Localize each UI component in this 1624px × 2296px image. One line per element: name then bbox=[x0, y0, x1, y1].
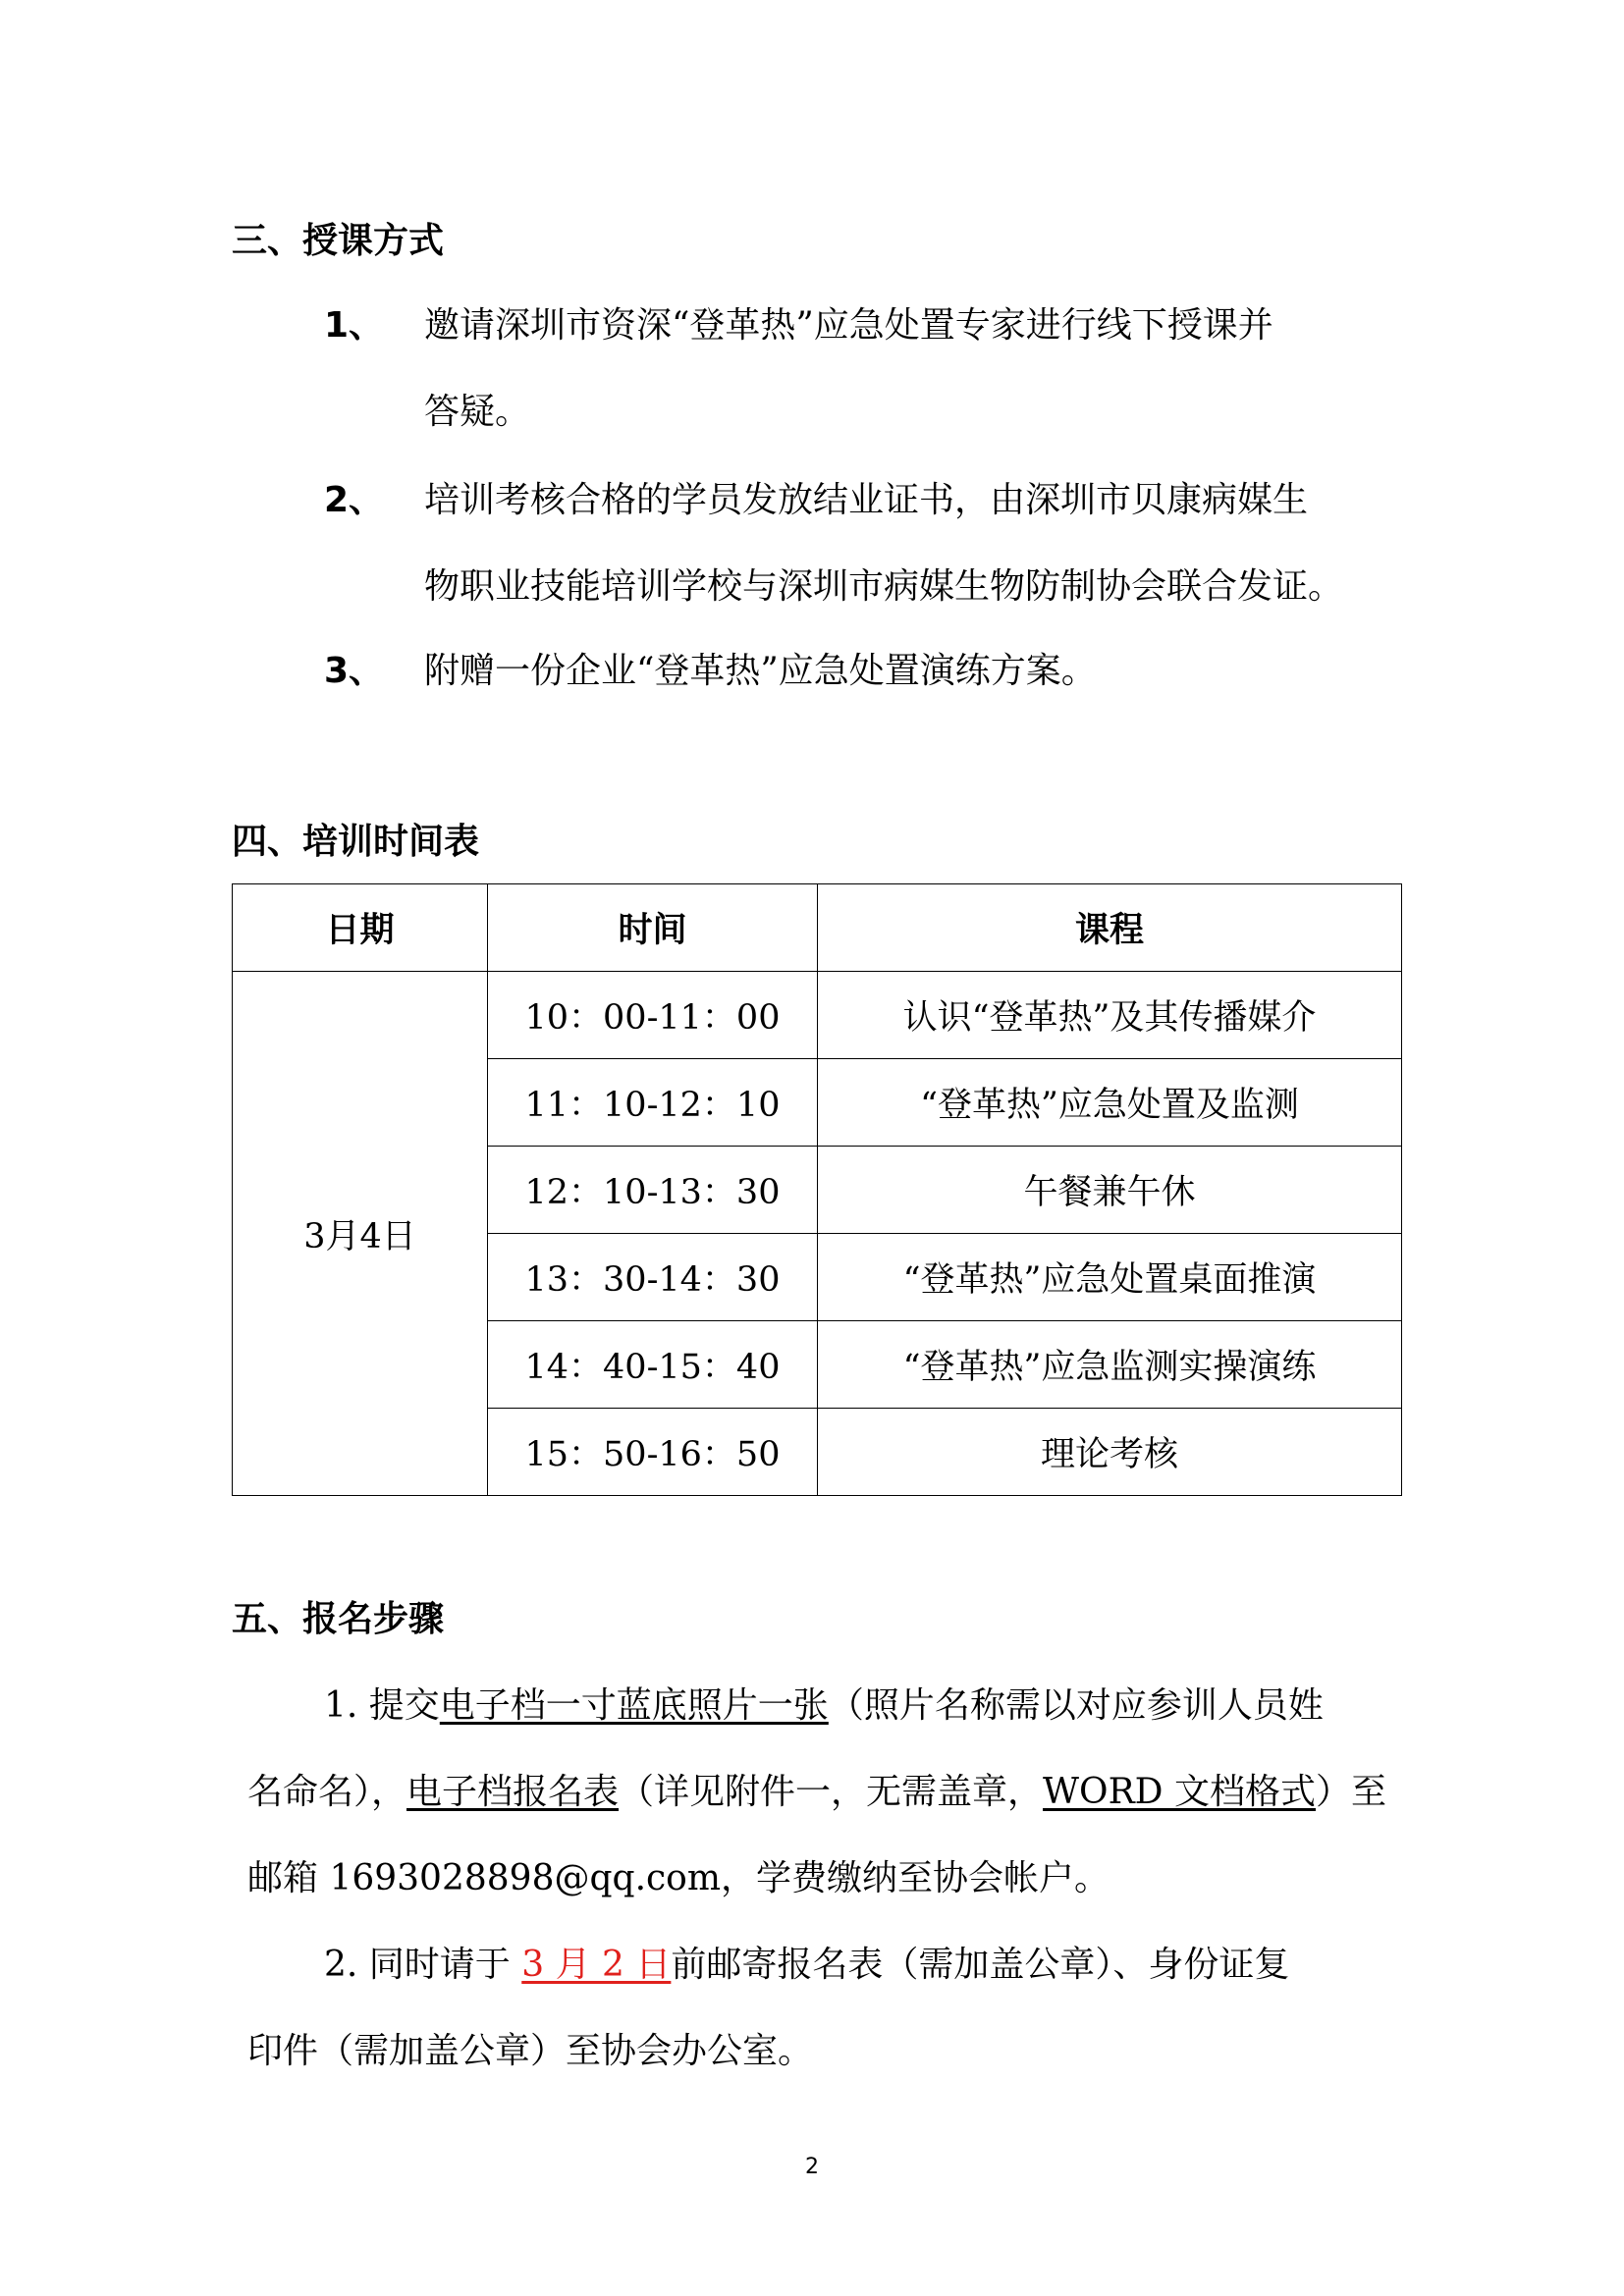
table-row bbox=[233, 972, 1402, 1059]
item-1-line-2: 答疑。 bbox=[424, 392, 531, 432]
step-1-text: （照片名称需以对应参训人员姓 bbox=[828, 1685, 1324, 1726]
step-1-text: （详见附件一，无需盖章， bbox=[619, 1772, 1044, 1812]
table-header-row bbox=[233, 884, 1402, 972]
time-cell: 15：50-16：50 bbox=[488, 1409, 818, 1496]
time-cell: 14：40-15：40 bbox=[488, 1321, 818, 1409]
step-2-text: 2. 同时请于 bbox=[324, 1945, 522, 1985]
format-requirement: WORD 文档格式 bbox=[1043, 1772, 1316, 1812]
step-2-line-2: 印件（需加盖公章）至协会办公室。 bbox=[247, 2031, 814, 2071]
time-cell: 13：30-14：30 bbox=[488, 1234, 818, 1321]
step-1-text: 1. 提交 bbox=[324, 1685, 440, 1726]
deadline-date: 3 月 2 日 bbox=[521, 1945, 672, 1985]
course-cell: “登革热”应急监测实操演练 bbox=[818, 1321, 1402, 1409]
header-date: 日期 bbox=[233, 884, 488, 972]
course-cell: 理论考核 bbox=[818, 1409, 1402, 1496]
item-3-line-1: 附赠一份企业“登革热”应急处置演练方案。 bbox=[424, 651, 1097, 691]
step-1-line-1 bbox=[324, 1686, 1324, 1726]
item-2-number: 2、 bbox=[324, 480, 385, 520]
section-3-title: 三、授课方式 bbox=[232, 221, 445, 261]
photo-requirement: 电子档一寸蓝底照片一张 bbox=[439, 1685, 829, 1726]
course-cell: 午餐兼午休 bbox=[818, 1147, 1402, 1234]
course-cell: “登革热”应急处置桌面推演 bbox=[818, 1234, 1402, 1321]
header-time: 时间 bbox=[488, 884, 818, 972]
section-4-title: 四、培训时间表 bbox=[232, 822, 480, 862]
step-1-line-2 bbox=[247, 1773, 1386, 1812]
course-cell: “登革热”应急处置及监测 bbox=[818, 1059, 1402, 1147]
step-1-text: 名命名）， bbox=[247, 1772, 407, 1812]
step-1-line-3: 邮箱 1693028898@qq.com，学费缴纳至协会帐户。 bbox=[247, 1858, 1110, 1898]
header-course: 课程 bbox=[818, 884, 1402, 972]
time-cell: 12：10-13：30 bbox=[488, 1147, 818, 1234]
schedule-table bbox=[232, 883, 1402, 1496]
time-cell: 11：10-12：10 bbox=[488, 1059, 818, 1147]
time-cell: 10：00-11：00 bbox=[488, 972, 818, 1059]
form-requirement: 电子档报名表 bbox=[406, 1772, 620, 1812]
step-2-text: 前邮寄报名表（需加盖公章）、身份证复 bbox=[671, 1945, 1290, 1985]
step-1-text: ）至 bbox=[1315, 1772, 1386, 1812]
section-5-title: 五、报名步骤 bbox=[232, 1599, 445, 1639]
page-number: 2 bbox=[805, 2155, 819, 2179]
item-2-line-2: 物职业技能培训学校与深圳市病媒生物防制协会联合发证。 bbox=[424, 566, 1344, 607]
item-3-number: 3、 bbox=[324, 651, 385, 691]
step-2-line-1 bbox=[324, 1946, 1289, 1985]
item-1-number: 1、 bbox=[324, 305, 385, 346]
date-cell: 3月4日 bbox=[233, 972, 488, 1496]
item-1-line-1: 邀请深圳市资深“登革热”应急处置专家进行线下授课并 bbox=[424, 305, 1273, 346]
course-cell: 认识“登革热”及其传播媒介 bbox=[818, 972, 1402, 1059]
item-2-line-1: 培训考核合格的学员发放结业证书，由深圳市贝康病媒生 bbox=[424, 480, 1309, 520]
